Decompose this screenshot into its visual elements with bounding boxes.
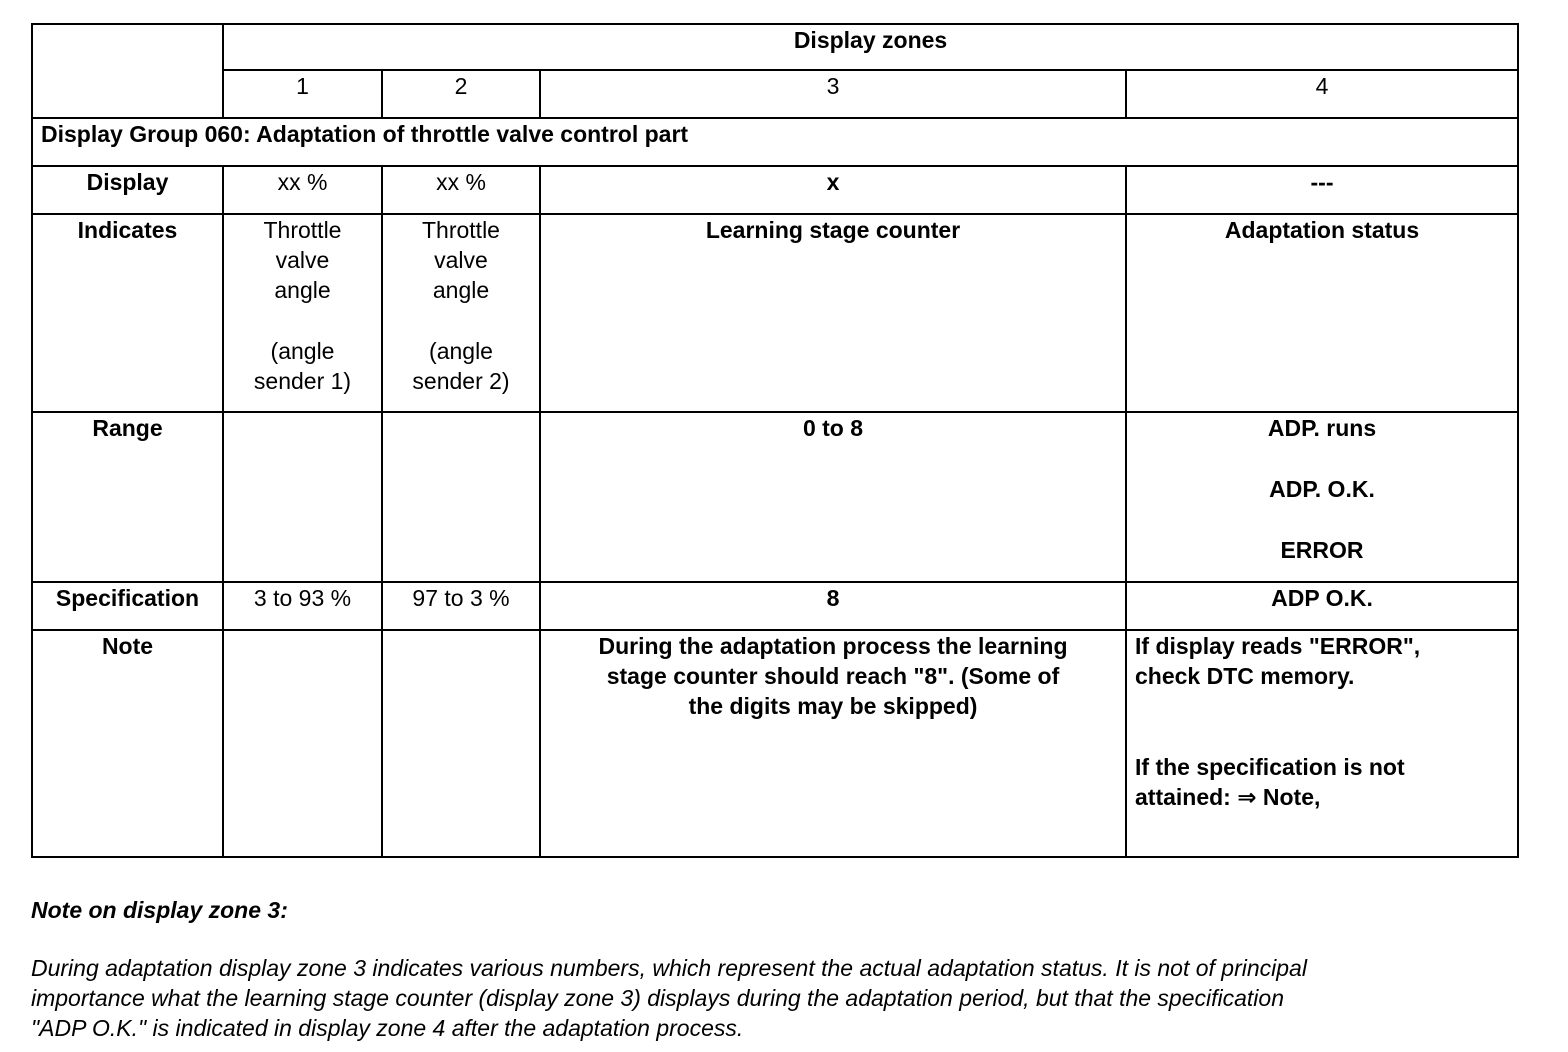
note-zone-1	[223, 630, 382, 857]
specification-zone-3: 8	[540, 582, 1126, 630]
note-zone-2	[382, 630, 540, 857]
text-line: angle	[432, 277, 490, 303]
display-row	[32, 166, 1518, 214]
text-line: Throttle	[263, 217, 342, 243]
specification-zone-1: 3 to 93 %	[223, 582, 382, 630]
text-line: If the specification is not	[1135, 754, 1405, 780]
text-line: (angle	[429, 338, 493, 364]
range-value: ADP. O.K.	[1269, 476, 1375, 502]
footer-line: During adaptation display zone 3 indicates various numbers, which represent the actual adaptation status. It is not of principal	[31, 955, 1307, 981]
range-value: ADP. runs	[1267, 415, 1377, 441]
row-label: Range	[32, 412, 223, 582]
corner-cell	[32, 24, 223, 118]
text-line: attained: ⇒ Note,	[1135, 784, 1321, 810]
zone-number: 2	[382, 70, 540, 118]
text-line: stage counter should reach "8". (Some of	[606, 663, 1060, 689]
footer-note-title: Note on display zone 3:	[31, 897, 288, 923]
text-line: valve	[434, 247, 488, 273]
text-line: valve	[275, 247, 330, 273]
zone-number: 1	[223, 70, 382, 118]
group-title: Display Group 060: Adaptation of throttle valve control part	[32, 118, 1518, 166]
indicates-zone-4: Adaptation status	[1126, 214, 1518, 412]
text-line: (angle	[270, 338, 335, 364]
range-zone-3: 0 to 8	[540, 412, 1126, 582]
indicates-zone-1	[223, 214, 382, 412]
row-label: Indicates	[32, 214, 223, 412]
text-line: angle	[274, 277, 331, 303]
text-line: sender 1)	[253, 368, 352, 394]
indicates-zone-3: Learning stage counter	[540, 214, 1126, 412]
specification-zone-4: ADP O.K.	[1126, 582, 1518, 630]
display-zones-header: Display zones	[223, 24, 1518, 70]
display-zone-3: x	[540, 166, 1126, 214]
zone-number: 3	[540, 70, 1126, 118]
zone-number: 4	[1126, 70, 1518, 118]
text-line: sender 2)	[412, 368, 510, 394]
row-label: Display	[32, 166, 223, 214]
display-zone-2: xx %	[382, 166, 540, 214]
text-line: Throttle	[422, 217, 500, 243]
indicates-zone-2	[382, 214, 540, 412]
display-zone-4: ---	[1126, 166, 1518, 214]
range-value: ERROR	[1280, 537, 1364, 563]
row-label: Specification	[32, 582, 223, 630]
text-line: check DTC memory.	[1135, 663, 1355, 689]
range-zone-2	[382, 412, 540, 582]
note-zone-4	[1126, 630, 1518, 857]
range-row	[32, 412, 1518, 582]
header-row	[32, 24, 1518, 70]
display-zone-1: xx %	[223, 166, 382, 214]
range-zone-1	[223, 412, 382, 582]
text-line: During the adaptation process the learning	[598, 633, 1068, 659]
text-line: the digits may be skipped)	[688, 693, 978, 719]
footer-line: importance what the learning stage counter (display zone 3) displays during the adaptation period, but that the specification	[31, 985, 1284, 1011]
range-zone-4	[1126, 412, 1518, 582]
zone-numbers-row	[32, 70, 1518, 118]
footer-line: "ADP O.K." is indicated in display zone 4 after the adaptation process.	[31, 1015, 744, 1041]
group-title-row	[32, 118, 1518, 166]
footer-note-body	[31, 953, 1531, 1043]
note-row	[32, 630, 1518, 857]
specification-row	[32, 582, 1518, 630]
text-line: If display reads "ERROR",	[1135, 633, 1421, 659]
row-label: Note	[32, 630, 223, 857]
display-group-table	[31, 23, 1519, 858]
indicates-row	[32, 214, 1518, 412]
note-zone-3	[540, 630, 1126, 857]
specification-zone-2: 97 to 3 %	[382, 582, 540, 630]
